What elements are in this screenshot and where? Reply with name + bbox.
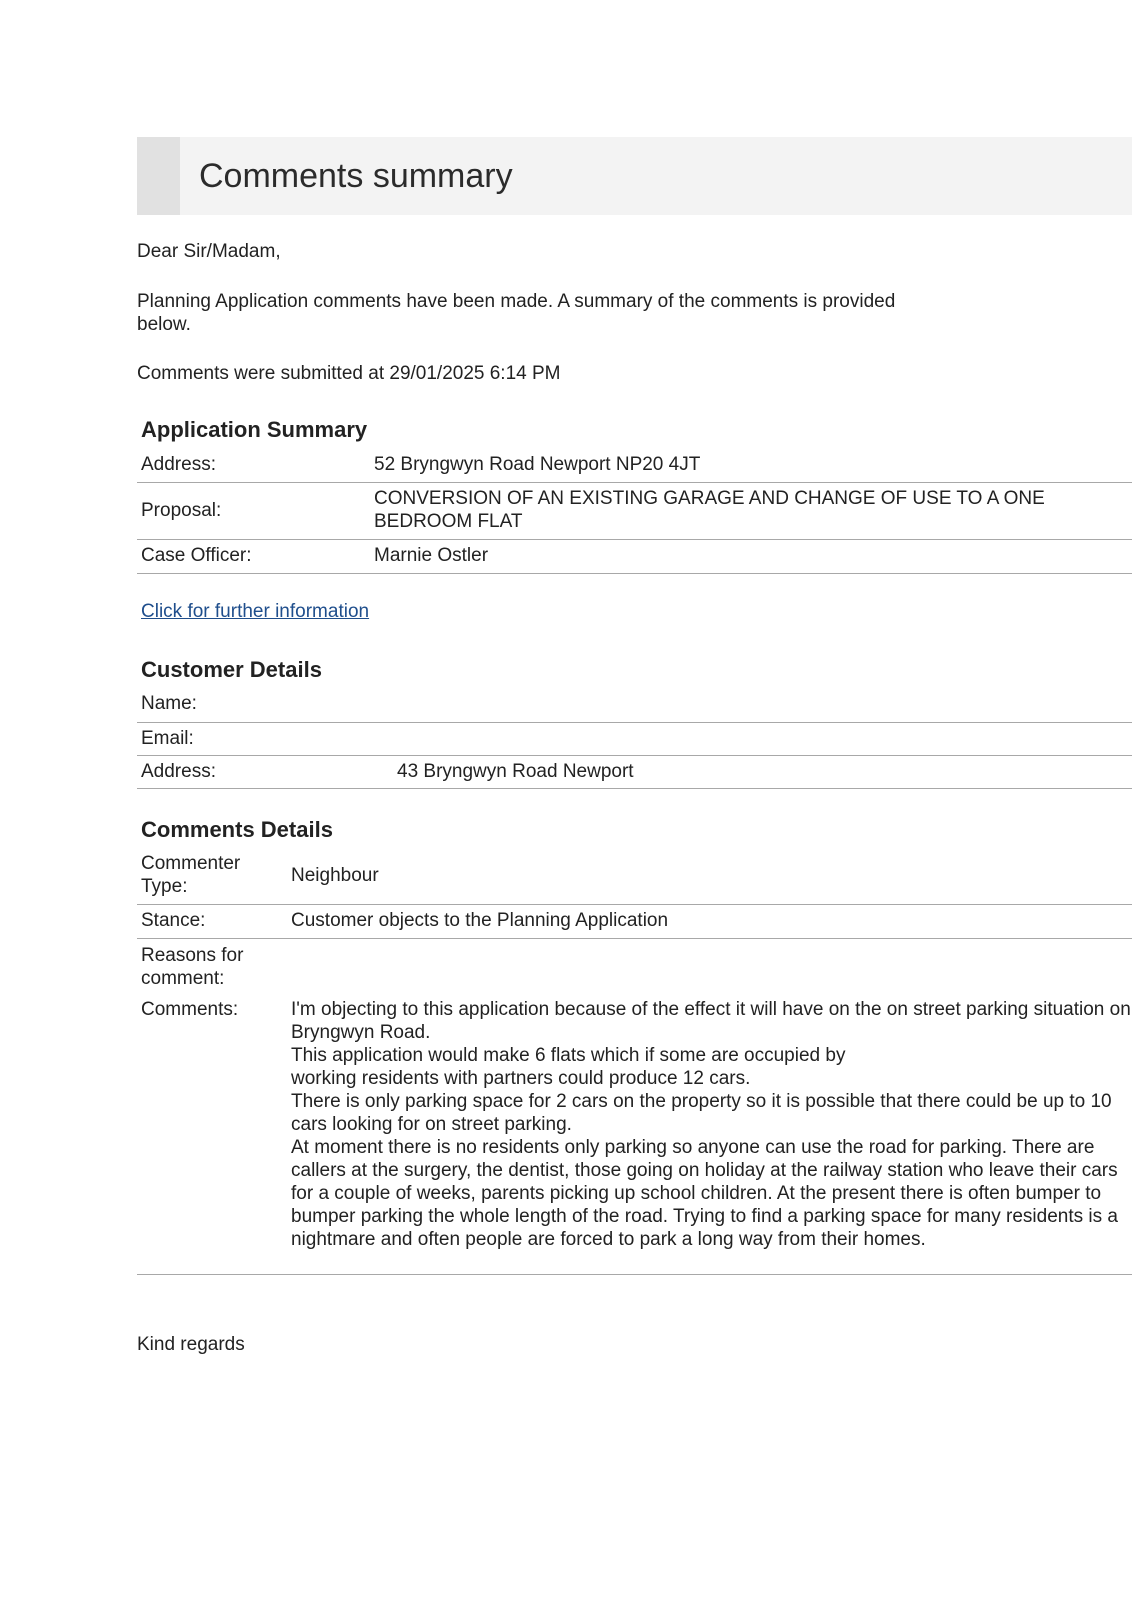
application-proposal-value: CONVERSION OF AN EXISTING GARAGE AND CHANGE OF USE TO A ONE BEDROOM FLAT	[374, 488, 1045, 532]
comments-label: Comments:	[141, 999, 239, 1020]
further-information-link[interactable]: Click for further information	[141, 601, 370, 622]
customer-name-row	[137, 690, 1132, 723]
application-proposal-label: Proposal:	[141, 500, 222, 521]
stance-label: Stance:	[141, 910, 206, 931]
commenter-type-row	[137, 850, 1132, 905]
application-address-label: Address:	[141, 454, 216, 475]
header-accent-bar	[137, 137, 180, 215]
page-header	[137, 137, 1132, 215]
closing-text: Kind regards	[137, 1334, 245, 1355]
submitted-text: Comments were submitted at 29/01/2025 6:14 PM	[137, 363, 561, 384]
customer-email-row	[137, 723, 1132, 756]
stance-row	[137, 905, 1132, 939]
stance-value: Customer objects to the Planning Application	[291, 910, 669, 931]
comments-details-title: Comments Details	[141, 817, 333, 842]
application-proposal-row	[137, 483, 1132, 540]
intro-text: Planning Application comments have been made. A summary of the comments is provided below.	[137, 291, 896, 335]
application-officer-label: Case Officer:	[141, 545, 252, 566]
commenter-type-value: Neighbour	[291, 865, 379, 886]
reasons-label: Reasons for comment:	[141, 945, 244, 989]
customer-details-title: Customer Details	[141, 657, 322, 682]
customer-address-row	[137, 756, 1132, 789]
comments-value: I'm objecting to this application because of the effect it will have on the on street parking situation on Bryngwyn Road. This application would make 6 flats which if some are occupied by working residents with partners could produce 12 cars. There is only parking space for 2 cars on the property so it is possible that there could be up to 10 cars looking for on street parking. At moment there is no residents only parking so anyone can use the road for parking. There are callers at the surgery, the dentist, those going on holiday at the railway station who leave their cars for a couple of weeks, parents picking up school children. At the present there is often bumper to bumper parking the whole length of the road. Trying to find a parking space for many residents is a nightmare and often people are forced to park a long way from their homes.	[291, 999, 1131, 1250]
comments-block-row	[137, 939, 1132, 1275]
customer-address-value: 43 Bryngwyn Road Newport	[397, 761, 634, 782]
application-officer-row	[137, 540, 1132, 574]
page-title: Comments summary	[199, 157, 513, 195]
greeting: Dear Sir/Madam,	[137, 241, 281, 262]
customer-address-label: Address:	[141, 761, 216, 782]
application-address-row	[137, 448, 1132, 483]
application-address-value: 52 Bryngwyn Road Newport NP20 4JT	[374, 454, 701, 475]
customer-name-label: Name:	[141, 693, 197, 714]
commenter-type-label: Commenter Type:	[141, 853, 241, 897]
application-officer-value: Marnie Ostler	[374, 545, 489, 566]
customer-email-label: Email:	[141, 728, 194, 749]
application-summary-title: Application Summary	[141, 417, 368, 442]
